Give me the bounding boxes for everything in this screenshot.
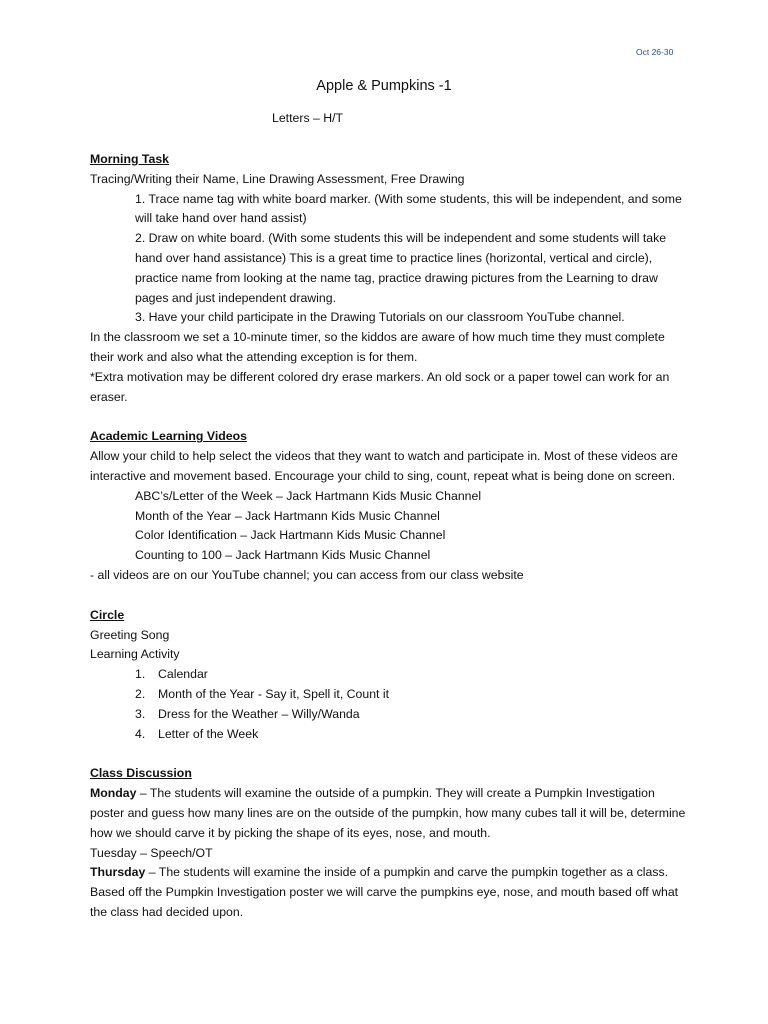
- class-discussion-heading: Class Discussion: [90, 766, 192, 781]
- page-title: Apple & Pumpkins -1: [316, 78, 452, 94]
- circle-greeting: Greeting Song: [90, 627, 170, 642]
- morning-task-item-1: 1. Trace name tag with white board marker. (With some students, this will be independent, and some will take hand over hand assist): [135, 191, 682, 226]
- activity-item: [135, 705, 690, 725]
- morning-task-intro: Tracing/Writing their Name, Line Drawing Assessment, Free Drawing: [90, 171, 465, 186]
- activity-item: [135, 725, 690, 745]
- day-label-thursday: Thursday: [90, 865, 146, 880]
- morning-task-note-motivation: *Extra motivation may be different colored dry erase markers. An old sock or a paper towel can work for an eraser.: [90, 369, 670, 404]
- circle-heading: Circle: [90, 607, 125, 622]
- document-body: [90, 150, 690, 923]
- morning-task-heading: Morning Task: [90, 152, 170, 166]
- discussion-tuesday: Tuesday – Speech/OT: [90, 845, 213, 860]
- activity-number: 2.: [135, 686, 146, 701]
- activity-item: [135, 665, 690, 685]
- page-subtitle: Letters – H/T: [272, 111, 344, 125]
- spacer: [90, 586, 690, 606]
- videos-list: [90, 487, 690, 566]
- activity-number: 4.: [135, 726, 146, 741]
- discussion-thursday: [90, 863, 690, 922]
- activity-item: [135, 685, 690, 705]
- videos-intro: Allow your child to help select the videos that they want to watch and participate in. Most of these videos are interactive and movement based. Encourage your child to sing, count, repeat what is being done on screen.: [90, 449, 678, 483]
- activity-text: Dress for the Weather – Willy/Wanda: [158, 706, 360, 721]
- activity-text: Calendar: [158, 667, 208, 682]
- videos-note: - all videos are on our YouTube channel; you can access from our class website: [90, 567, 524, 582]
- activity-number: 3.: [135, 706, 146, 721]
- activity-text: Month of the Year - Say it, Spell it, Count it: [158, 686, 390, 701]
- video-item: Counting to 100 – Jack Hartmann Kids Music Channel: [135, 548, 431, 563]
- morning-task-item-2: 2. Draw on white board. (With some students this will be independent and some students will take hand over hand assistance) This is a great time to practice lines (horizontal, vertical and circle), practice name from looking at the name tag, practice drawing pictures from the Learning to draw pages and just independent drawing.: [135, 231, 667, 305]
- morning-task-item-3: 3. Have your child participate in the Drawing Tutorials on our classroom YouTube channel.: [135, 310, 625, 325]
- spacer: [90, 407, 690, 427]
- videos-heading: Academic Learning Videos: [90, 429, 247, 444]
- circle-activity-list: [90, 665, 690, 744]
- monday-text: – The students will examine the outside of a pumpkin. They will create a Pumpkin Investigation poster and guess how many lines are on the outside of the pumpkin, how many cubes tall it will be, determine how we should carve it by picking the shape of its eyes, nose, and mouth.: [90, 786, 686, 840]
- video-item: ABC’s/Letter of the Week – Jack Hartmann Kids Music Channel: [135, 488, 482, 503]
- thursday-text: – The students will examine the inside of a pumpkin and carve the pumpkin together as a class. Based off the Pumpkin Investigation poster we will carve the pumpkins eye, nose, and mouth based off what the class had decided upon.: [90, 865, 679, 919]
- day-label-monday: Monday: [90, 786, 137, 801]
- video-item: Color Identification – Jack Hartmann Kids Music Channel: [135, 528, 446, 543]
- activity-number: 1.: [135, 667, 146, 682]
- date-label: Oct 26-30: [636, 47, 674, 57]
- morning-task-note-timer: In the classroom we set a 10-minute timer, so the kiddos are aware of how much time they must complete their work and also what the attending exception is for them.: [90, 330, 665, 364]
- activity-text: Letter of the Week: [158, 726, 259, 741]
- discussion-monday: [90, 784, 690, 843]
- circle-learning-activity: Learning Activity: [90, 647, 180, 662]
- spacer: [90, 744, 690, 764]
- video-item: Month of the Year – Jack Hartmann Kids Music Channel: [135, 508, 440, 523]
